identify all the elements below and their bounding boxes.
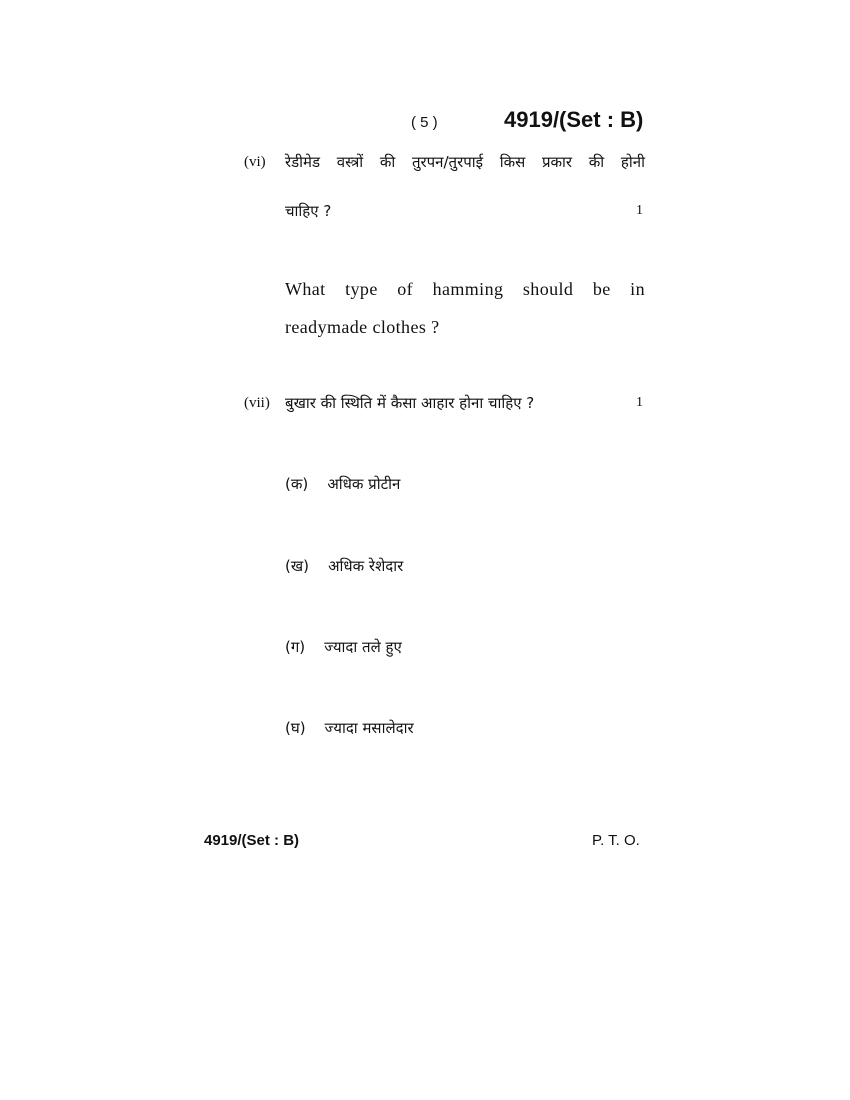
question-number-vii: (vii) [244,395,270,411]
word: होनी [620,153,645,171]
option-ga [285,637,402,657]
word: be [592,279,611,299]
option-text: ज्यादा मसालेदार [324,719,414,737]
word: तुरपन/तुरपाई [411,153,483,171]
paper-code-header: 4919/(Set : B) [504,107,644,132]
word: प्रकार [541,153,573,171]
option-gha [285,718,414,738]
question-number-vi: (vi) [244,154,266,170]
question-vi-english-line2: readymade clothes ? [285,317,440,337]
word: hamming [432,279,504,299]
word: रेडीमेड [285,153,321,171]
please-turn-over: P. T. O. [592,832,640,849]
word: की [379,153,396,171]
word: किस [499,153,526,171]
word: वस्त्रों [336,153,364,171]
option-label: (घ) [285,719,306,737]
word: of [397,279,414,299]
word: What [285,279,326,299]
option-ka [285,474,400,494]
question-vi-marks: 1 [636,203,643,218]
word: in [630,279,645,299]
option-text: ज्यादा तले हुए [324,638,402,656]
option-label: (ग) [285,638,306,656]
option-label: (ख) [285,557,309,575]
question-vii-marks: 1 [636,395,643,410]
word: type [345,279,378,299]
option-kha [285,556,403,576]
option-text: अधिक प्रोटीन [327,475,401,493]
question-vi-english-line1 [285,279,645,300]
word: की [588,153,605,171]
question-vi-hindi-line1 [285,152,645,172]
option-label: (क) [285,475,309,493]
question-vi-hindi-line2: चाहिए ? [285,202,332,220]
page-number: ( 5 ) [411,114,438,131]
word: should [522,279,574,299]
option-text: अधिक रेशेदार [328,557,404,575]
paper-code-footer: 4919/(Set : B) [204,832,300,849]
question-vii-hindi: बुखार की स्थिति में कैसा आहार होना चाहिए ? [285,394,535,412]
